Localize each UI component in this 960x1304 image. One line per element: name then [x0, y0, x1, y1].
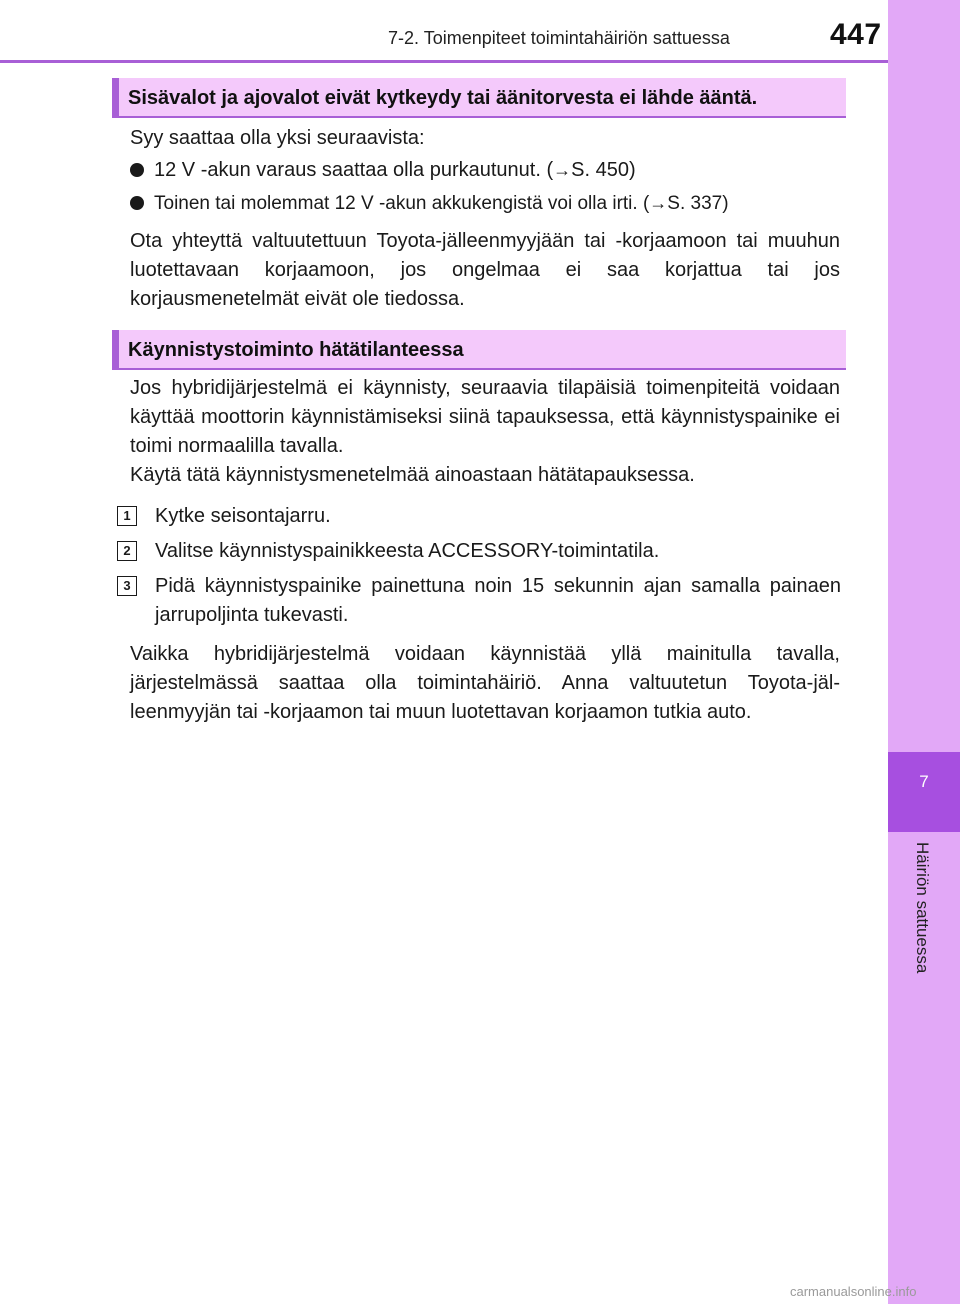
step-text: Kytke seisontajarru. — [155, 505, 331, 527]
chapter-number: 7 — [919, 772, 929, 791]
step-number-badge: 1 — [117, 506, 137, 526]
section-heading-bar — [112, 78, 846, 118]
step-text: Valitse käynnistyspainikkeesta ACCESSORY-toimintatila. — [155, 540, 660, 562]
bullet-icon — [130, 196, 144, 210]
step-text: Pidä käynnistyspainike painettuna noin 15 sekunnin ajan samalla painaen jarrupoljinta tukevasti. — [155, 575, 841, 626]
watermark-text: carmanualsonline.info — [790, 1284, 917, 1299]
step-item — [117, 502, 841, 531]
list-item — [130, 156, 636, 185]
chapter-label: Häiriön sattuessa — [913, 842, 932, 974]
bullet-icon — [130, 163, 144, 177]
intro-text: Syy saattaa olla yksi seuraavista: — [130, 127, 425, 149]
paragraph: Jos hybridijärjestelmä ei käynnisty, seuraavia tilapäisiä toimenpiteitä voidaan käyttää moottorin käynnistämiseksi siinä tapauksessa, että käynnistyspainike ei toimi normaalilla tavalla. — [130, 377, 840, 457]
heading-accent — [112, 78, 119, 116]
paragraph: Ota yhteyttä valtuutettuun Toyota-jälleenmyyjään tai -korjaamoon tai muuhun luotettavaan korjaamoon, jos ongelmaa ei saa korjattua tai jos korjausmenetelmät eivät ole tiedossa. — [130, 230, 840, 310]
section-heading: Käynnistystoiminto hätätilanteessa — [128, 339, 464, 361]
page-number: 447 — [830, 18, 882, 51]
heading-accent — [112, 330, 119, 368]
section-heading: Sisävalot ja ajovalot eivät kytkeydy tai äänitorvesta ei lähde ääntä. — [128, 87, 758, 109]
arrow-right-icon: → — [553, 160, 572, 180]
step-item — [117, 537, 841, 566]
page-header — [0, 0, 888, 62]
step-number-badge: 3 — [117, 576, 137, 596]
section-title: 7-2. Toimenpiteet toimintahäiriön sattuessa — [388, 28, 730, 48]
paragraph: Käytä tätä käynnistysmenetelmää ainoastaan hätätapauksessa. — [130, 464, 695, 486]
step-item — [117, 572, 841, 630]
page-reference-link[interactable]: S. 337) — [667, 193, 729, 214]
bullet-text: Toinen tai molemmat 12 V -akun akkukengistä voi olla irti. ( — [154, 193, 650, 214]
page-reference-link[interactable]: S. 450) — [571, 159, 636, 181]
section-heading-bar — [112, 330, 846, 370]
header-rule — [0, 60, 888, 63]
bullet-text: 12 V -akun varaus saattaa olla purkautunut. ( — [154, 159, 554, 181]
chapter-tab-active[interactable] — [888, 752, 960, 832]
chapter-side-tab[interactable] — [888, 0, 960, 1304]
paragraph: Vaikka hybridijärjestelmä voidaan käynnistää yllä mainitulla tavalla, järjestelmässä saattaa olla toimintahäiriö. Anna valtuutetun Toyota-jäl-leenmyyjän tai -korjaamon tai muun luotettavan korjaamon tutkia auto. — [130, 643, 840, 723]
list-item — [130, 189, 729, 218]
step-number-badge: 2 — [117, 541, 137, 561]
arrow-right-icon: → — [649, 193, 668, 213]
